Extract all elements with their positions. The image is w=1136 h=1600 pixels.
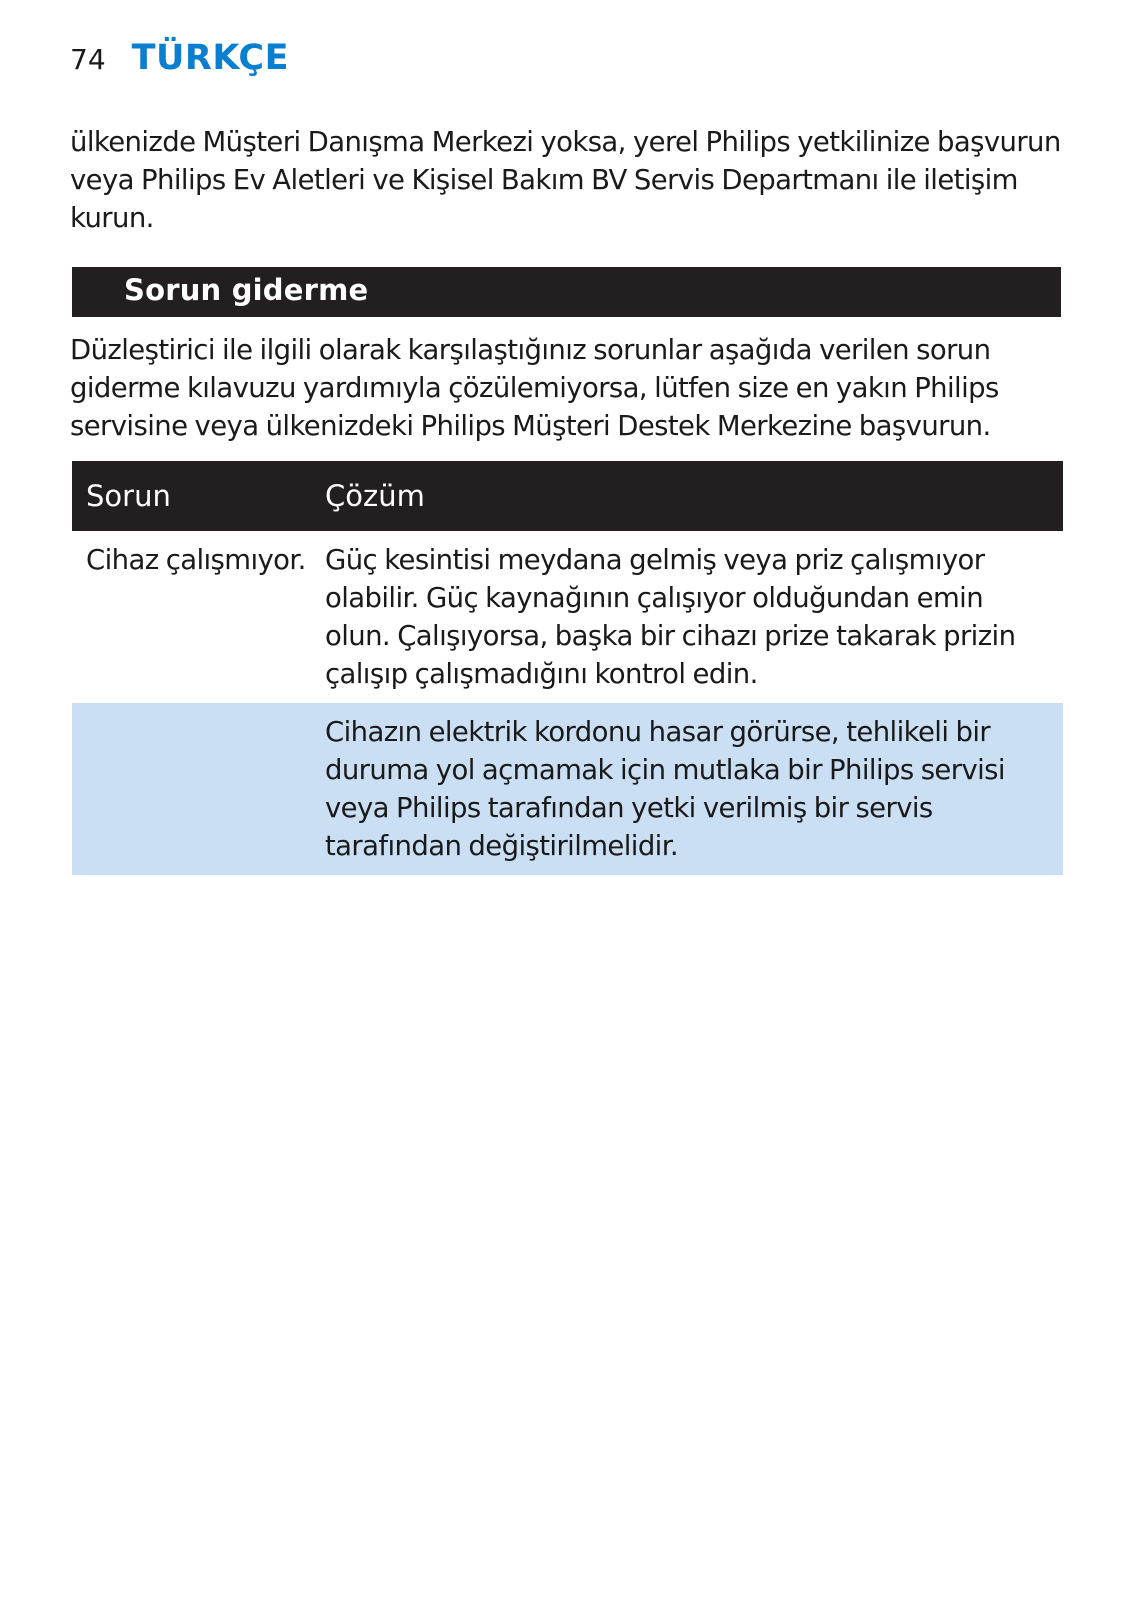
problem-cell <box>72 703 325 875</box>
solution-cell: Güç kesintisi meydana gelmiş veya priz çalışmıyor olabilir. Güç kaynağının çalışıyor olduğundan emin olun. Çalışıyorsa, başka bir cihazı prize takarak prizin çalışıp çalışmadığını kontrol edin. <box>325 544 1016 690</box>
column-header-problem: Sorun <box>86 479 171 513</box>
column-header-solution: Çözüm <box>325 479 425 513</box>
table-row <box>72 531 1063 703</box>
language-title: TÜRKÇE <box>131 38 290 78</box>
troubleshooting-table <box>72 461 1063 875</box>
table-row <box>72 703 1063 875</box>
intro-paragraph: ülkenizde Müşteri Danışma Merkezi yoksa, yerel Philips yetkilinize başvurun veya Philips Ev Aletleri ve Kişisel Bakım BV Servis Departmanı ile iletişim kurun. <box>70 126 1061 234</box>
problem-cell: Cihaz çalışmıyor. <box>86 544 306 576</box>
table-header-row <box>72 461 1063 531</box>
section-title: Sorun giderme <box>124 273 369 307</box>
section-heading-bar <box>72 267 1061 317</box>
section-description: Düzleştirici ile ilgili olarak karşılaştığınız sorunlar aşağıda verilen sorun giderme kılavuzu yardımıyla çözülemiyorsa, lütfen size en yakın Philips servisine veya ülkenizdeki Philips Müşteri Destek Merkezine başvurun. <box>70 334 999 442</box>
page-header <box>70 38 289 86</box>
solution-cell: Cihazın elektrik kordonu hasar görürse, tehlikeli bir duruma yol açmamak için mutlaka bir Philips servisi veya Philips tarafından yetki verilmiş bir servis tarafından değiştirilmelidir. <box>325 716 1005 862</box>
page-number: 74 <box>70 43 106 76</box>
